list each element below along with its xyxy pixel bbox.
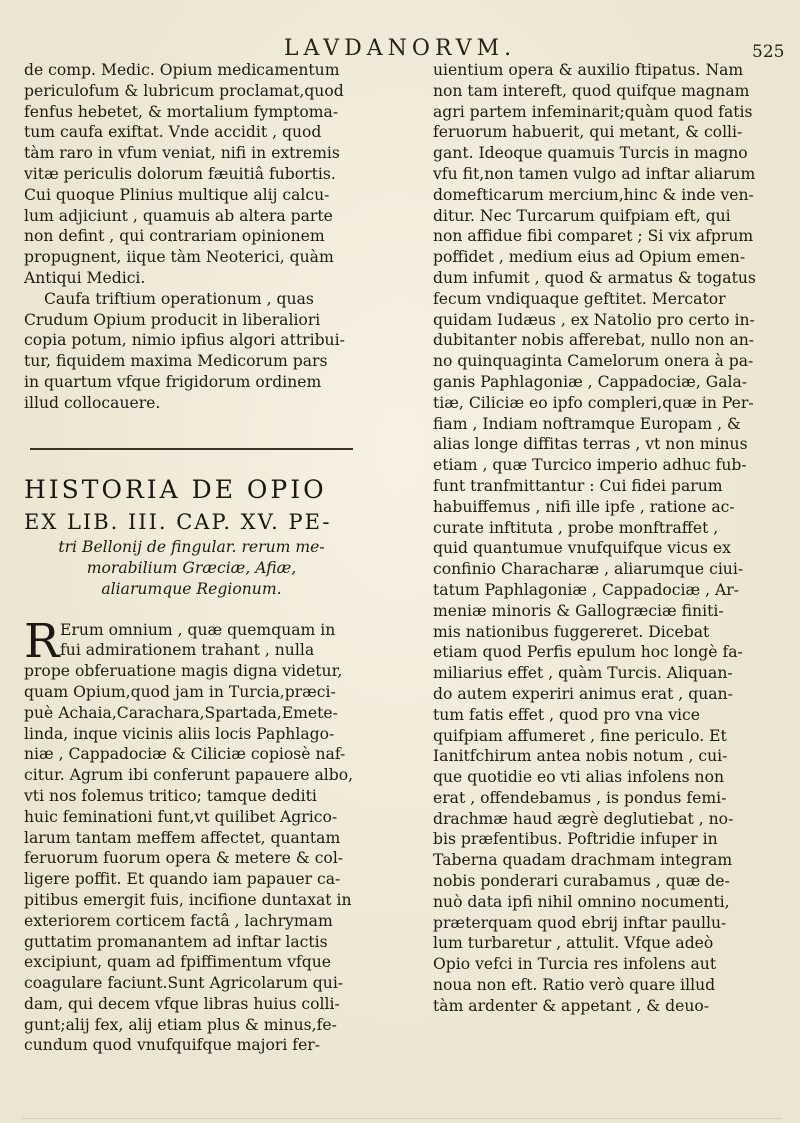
text-line: fui admirationem trahant , nulla xyxy=(60,641,315,660)
section-divider xyxy=(30,448,353,451)
text-line: illud collocauere. xyxy=(24,393,161,412)
text-line: Caufa triftium operationum , quas xyxy=(44,289,314,308)
text-line: tur, fiquidem maxima Medicorum pars xyxy=(24,352,328,371)
text-line: fiam , Indiam noftramque Europam , & xyxy=(433,414,741,433)
text-line: mis nationibus fuggereret. Dicebat xyxy=(433,622,710,641)
text-line: feruorum habuerit, qui metant, & colli- xyxy=(433,123,743,142)
subtitle-line: tri Bellonij de fingular. rerum me- xyxy=(58,537,325,556)
text-line: meniæ minoris & Gallogræciæ finiti- xyxy=(433,601,724,620)
text-line: tum caufa exiftat. Vnde accidit , quod xyxy=(24,123,322,142)
text-line: vfu fit,non tamen vulgo ad inftar aliarum xyxy=(433,164,756,183)
text-line: dum infumit , quod & armatus & togatus xyxy=(433,268,756,287)
text-line: larum tantam meffem affectet, quantam xyxy=(24,828,341,847)
text-line: curate inftituta , probe monftraffet , xyxy=(433,518,719,537)
text-line: niæ , Cappadociæ & Ciliciæ copiosè naf- xyxy=(24,745,346,764)
text-line: poffidet , medium eius ad Opium emen- xyxy=(433,248,746,267)
text-line: periculofum & lubricum proclamat,quod xyxy=(24,81,344,100)
text-line: Antiqui Medici. xyxy=(24,268,146,287)
body-paragraph xyxy=(24,613,359,1057)
text-line: puè Achaia,Carachara,Spartada,Emete- xyxy=(24,703,338,722)
text-line: Ianitfchirum antea nobis notum , cui- xyxy=(433,747,728,766)
text-line: gant. Ideoque quamuis Turcis in magno xyxy=(433,144,748,163)
text-line: fenfus hebetet, & mortalium fymptoma- xyxy=(24,102,339,121)
text-line: tum fatis effet , quod pro vna vice xyxy=(433,705,701,724)
text-line: præterquam quod ebrij inftar paullu- xyxy=(433,913,727,932)
causa-paragraph xyxy=(24,289,359,414)
text-line: ligere poffit. Et quando iam papauer ca- xyxy=(24,870,341,889)
text-line: tatum Paphlagoniæ , Cappadociæ , Ar- xyxy=(433,580,740,599)
text-line: uientium opera & auxilio ftipatus. Nam xyxy=(433,61,744,79)
text-line: tiæ, Ciliciæ eo ipfo compleri,quæ in Per- xyxy=(433,393,754,412)
text-line: propugnent, iique tàm Neoterici, quàm xyxy=(24,248,334,267)
text-line: lum turbaretur , attulit. Vfque adeò xyxy=(433,934,714,953)
text-line: dam, qui decem vfque libras huius colli- xyxy=(24,994,340,1013)
page-number: 525 xyxy=(752,42,785,62)
drop-cap: R xyxy=(24,613,60,669)
text-line: pitibus emergit fuis, incifione duntaxat in xyxy=(24,890,352,909)
text-line: nuò data ipfi nihil omnino nocumenti, xyxy=(433,892,730,911)
text-line: quam Opium,quod jam in Turcia,præci- xyxy=(24,682,336,701)
text-line: tàm ardenter & appetant , & deuo- xyxy=(433,996,710,1015)
text-line: Taberna quadam drachmam integram xyxy=(433,851,733,870)
text-line: exteriorem corticem factâ , lachrymam xyxy=(24,911,333,930)
text-line: miliarius effet , quàm Turcis. Aliquan- xyxy=(433,664,733,683)
text-line: confinio Characharæ , aliarumque ciui- xyxy=(433,560,744,579)
text-line: prope obferuatione magis digna videtur, xyxy=(24,662,343,681)
text-line: ditur. Nec Turcarum quifpiam eft, qui xyxy=(433,206,731,225)
text-line: quid quantumue vnufquifque vicus ex xyxy=(433,539,731,558)
text-line: bis præfentibus. Poftridie infuper in xyxy=(433,830,718,849)
text-line: alias longe diffitas terras , vt non minus xyxy=(433,435,748,454)
text-line: vitæ periculis dolorum fæuitiâ fubortis. xyxy=(24,164,336,183)
text-line: citur. Agrum ibi conferunt papauere albo, xyxy=(24,766,354,785)
text-line: cundum quod vnufquifque majori fer- xyxy=(24,1036,321,1055)
text-line: vti nos folemus tritico; tamque dediti xyxy=(24,786,317,805)
text-line: excipiunt, quam ad fpiffimentum vfque xyxy=(24,953,332,972)
left-column xyxy=(24,60,359,1056)
text-line: copia potum, nimio ipfius algori attribui- xyxy=(24,331,345,350)
text-line: Cui quoque Plinius multique alij calcu- xyxy=(24,185,330,204)
text-line: ganis Paphlagoniæ , Cappadociæ, Gala- xyxy=(433,372,748,391)
running-head: LAVDANORVM. xyxy=(283,36,517,61)
text-line: fecum vndiquaque geftitet. Mercator xyxy=(433,289,726,308)
text-line: feruorum fuorum opera & metere & col- xyxy=(24,849,344,868)
section-subtitle xyxy=(24,537,359,600)
text-line: in quartum vfque frigidorum ordinem xyxy=(24,372,322,391)
text-line: non tam intereft, quod quifque magnam xyxy=(433,81,750,100)
text-line: coagulare faciunt.Sunt Agricolarum qui- xyxy=(24,974,344,993)
text-line: lum adjiciunt , quamuis ab altera parte xyxy=(24,206,333,225)
text-line: Opio vefci in Turcia res infolens aut xyxy=(433,955,717,974)
text-line: funt tranfmittantur : Cui fidei parum xyxy=(433,476,723,495)
text-line: tàm raro in vfum veniat, nifi in extremis xyxy=(24,144,340,163)
text-line: non defint , qui contrariam opinionem xyxy=(24,227,325,246)
text-line: Crudum Opium producit in liberaliori xyxy=(24,310,321,329)
text-line: que quotidie eo vti alias infolens non xyxy=(433,768,725,787)
text-line: erat , offendebamus , is pondus femi- xyxy=(433,788,727,807)
text-line: non affidue fibi comparet ; Si vix afprum xyxy=(433,227,754,246)
text-line: noua non eft. Ratio verò quare illud xyxy=(433,976,716,995)
intro-paragraph xyxy=(24,60,359,289)
page-edge xyxy=(22,1118,782,1119)
text-line: habuiffemus , nifi ille ipfe , ratione ac- xyxy=(433,497,735,516)
text-line: quifpiam affumeret , fine periculo. Et xyxy=(433,726,727,745)
text-line: dubitanter nobis afferebat, nullo non an- xyxy=(433,331,755,350)
right-column xyxy=(433,60,775,1017)
text-line: guttatim promanantem ad inftar lactis xyxy=(24,932,328,951)
section-heading: HISTORIA DE OPIO xyxy=(24,474,327,504)
text-line: agri partem infeminarit;quàm quod fatis xyxy=(433,102,753,121)
subtitle-line: morabilium Græciæ, Afiæ, xyxy=(86,558,297,577)
text-line: etiam , quæ Turcico imperio adhuc fub- xyxy=(433,456,747,475)
text-line: nobis ponderari curabamus , quæ de- xyxy=(433,872,730,891)
text-line: huic feminationi funt,vt quilibet Agrico- xyxy=(24,807,338,826)
text-line: quidam Iudæus , ex Natolio pro certo in- xyxy=(433,310,755,329)
text-line: gunt;alij fex, alij etiam plus & minus,fe- xyxy=(24,1015,337,1034)
text-line: domefticarum mercium,hinc & inde ven- xyxy=(433,185,754,204)
subtitle-line: aliarumque Regionum. xyxy=(101,579,282,598)
section-subheading: EX LIB. III. CAP. XV. PE- xyxy=(24,509,332,534)
text-line: linda, inque vicinis aliis locis Paphlago- xyxy=(24,724,335,743)
text-line: etiam quod Perfis epulum hoc longè fa- xyxy=(433,643,743,662)
text-line: no quinquaginta Camelorum onera à pa- xyxy=(433,352,754,371)
text-line: Erum omnium , quæ quemquam in xyxy=(60,620,336,639)
text-line: drachmæ haud ægrè deglutiebat , no- xyxy=(433,809,734,828)
text-line: do autem experiri animus erat , quan- xyxy=(433,684,733,703)
text-line: de comp. Medic. Opium medicamentum xyxy=(24,61,340,79)
